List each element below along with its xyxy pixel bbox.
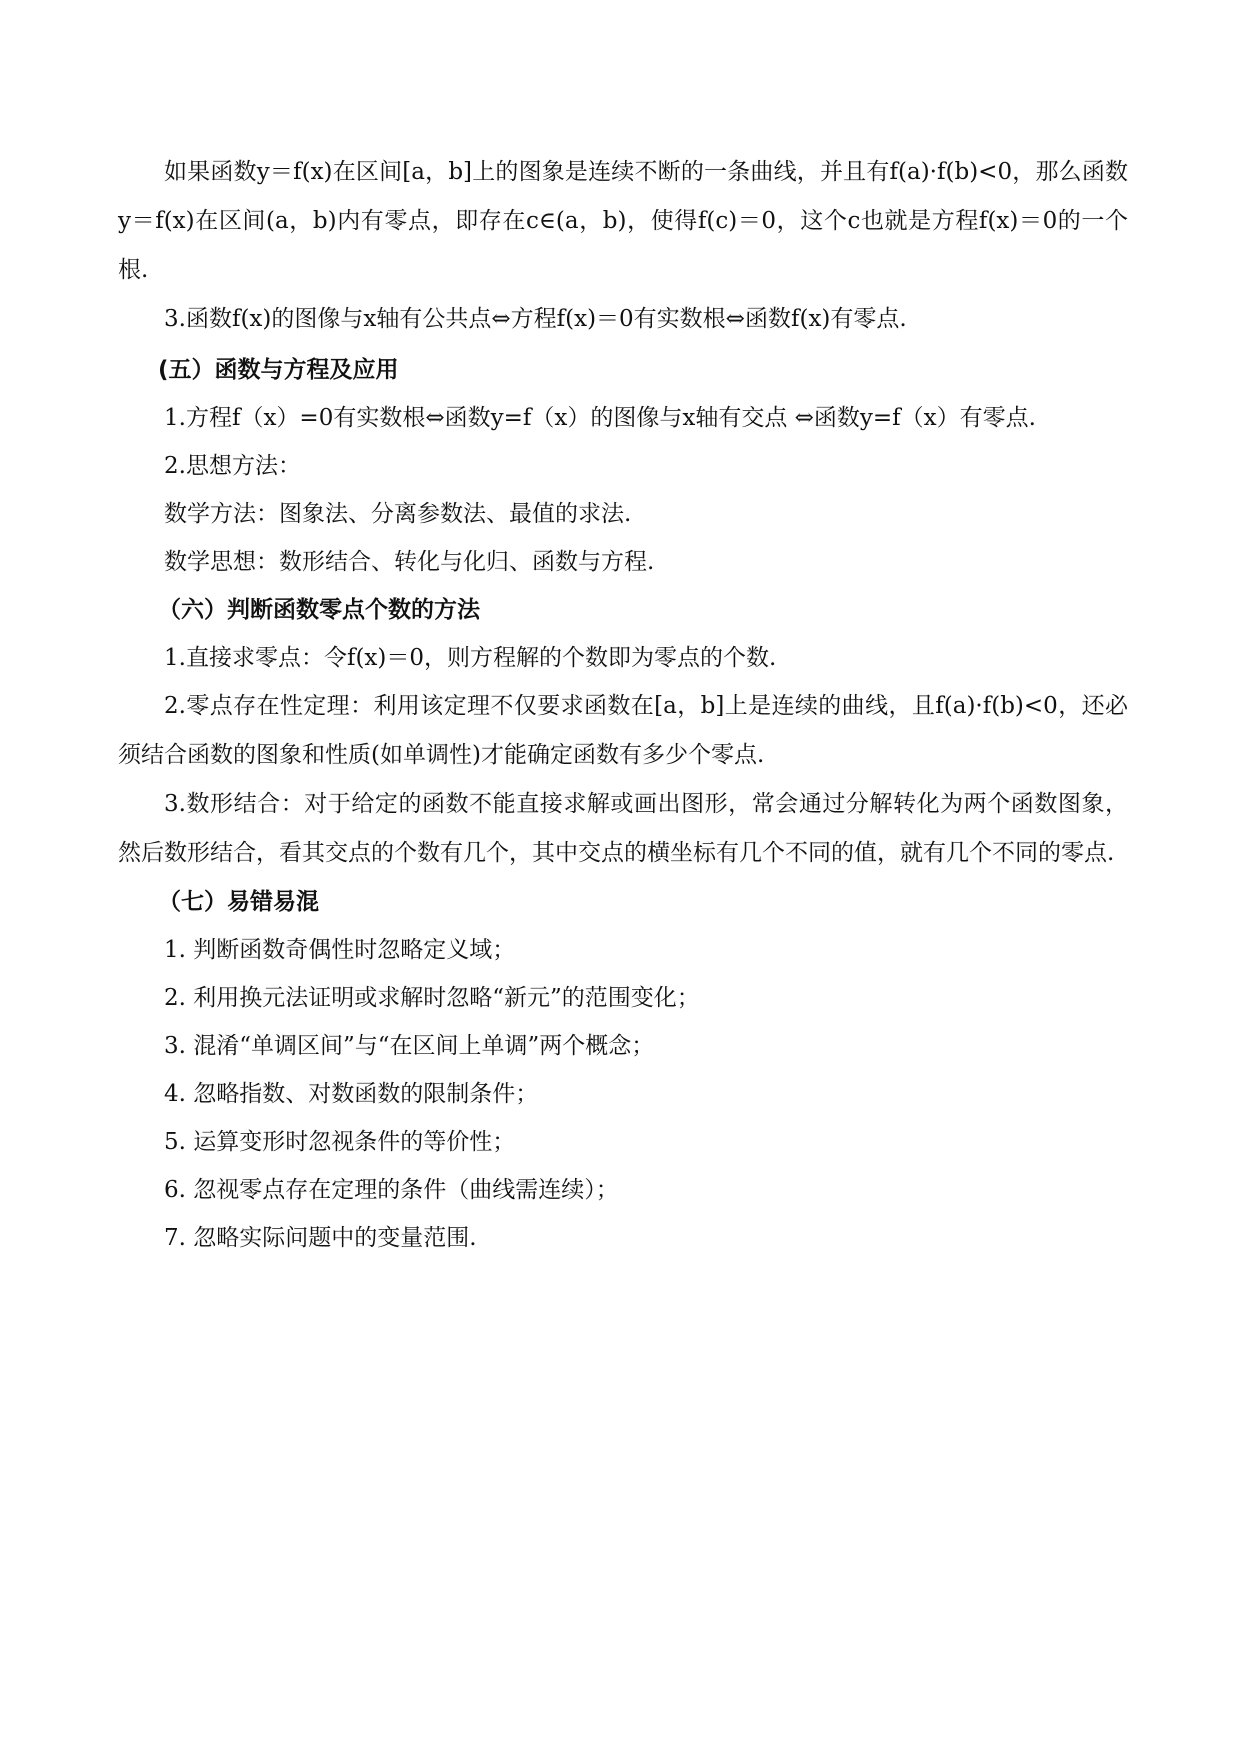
section-6-heading: （六）判断函数零点个数的方法	[158, 597, 480, 623]
section-7-item-3: 3. 混淆“单调区间”与“在区间上单调”两个概念；	[164, 1033, 655, 1059]
paragraph-zero-existence: 如果函数y＝f(x)在区间[a，b]上的图象是连续不断的一条曲线，并且有f(a)·f(b)<0，那么函数y＝f(x)在区间(a，b)内有零点，即存在c∈(a，b)，使得f(c)＝0，这个c也就是方程f(x)＝0的一个根.	[118, 159, 1128, 283]
section-5-item-2: 2.思想方法：	[164, 453, 301, 479]
section-6-item-3: 3.数形结合：对于给定的函数不能直接求解或画出图形，常会通过分解转化为两个函数图象，然后数形结合，看其交点的个数有几个，其中交点的横坐标有几个不同的值，就有几个不同的零点.	[118, 791, 1128, 866]
section-6-item-2: 2.零点存在性定理：利用该定理不仅要求函数在[a，b]上是连续的曲线，且f(a)·f(b)<0，还必须结合函数的图象和性质(如单调性)才能确定函数有多少个零点.	[118, 693, 1128, 768]
document-page	[118, 148, 1128, 1262]
section-7-heading: （七）易错易混	[158, 889, 319, 915]
section-7-item-7: 7. 忽略实际问题中的变量范围.	[164, 1225, 477, 1251]
section-7-item-1: 1. 判断函数奇偶性时忽略定义域；	[164, 937, 516, 963]
section-7-item-6: 6. 忽视零点存在定理的条件（曲线需连续）；	[164, 1177, 619, 1203]
section-5-item-4: 数学思想：数形结合、转化与化归、函数与方程.	[164, 549, 655, 575]
section-6-item-1: 1.直接求零点：令f(x)＝0，则方程解的个数即为零点的个数.	[164, 645, 777, 671]
section-5-item-1: 1.方程f（x）=0有实数根⇔函数y=f（x）的图像与x轴有交点 ⇔函数y=f（x）有零点.	[164, 405, 1036, 431]
section-7-item-2: 2. 利用换元法证明或求解时忽略“新元”的范围变化；	[164, 985, 700, 1011]
section-5-heading: (五）函数与方程及应用	[158, 357, 399, 383]
section-5-item-3: 数学方法：图象法、分离参数法、最值的求法.	[164, 501, 632, 527]
paragraph-equivalence: 3.函数f(x)的图像与x轴有公共点⇔方程f(x)＝0有实数根⇔函数f(x)有零点.	[164, 306, 907, 332]
section-7-item-4: 4. 忽略指数、对数函数的限制条件；	[164, 1081, 539, 1107]
section-7-item-5: 5. 运算变形时忽视条件的等价性；	[164, 1129, 516, 1155]
